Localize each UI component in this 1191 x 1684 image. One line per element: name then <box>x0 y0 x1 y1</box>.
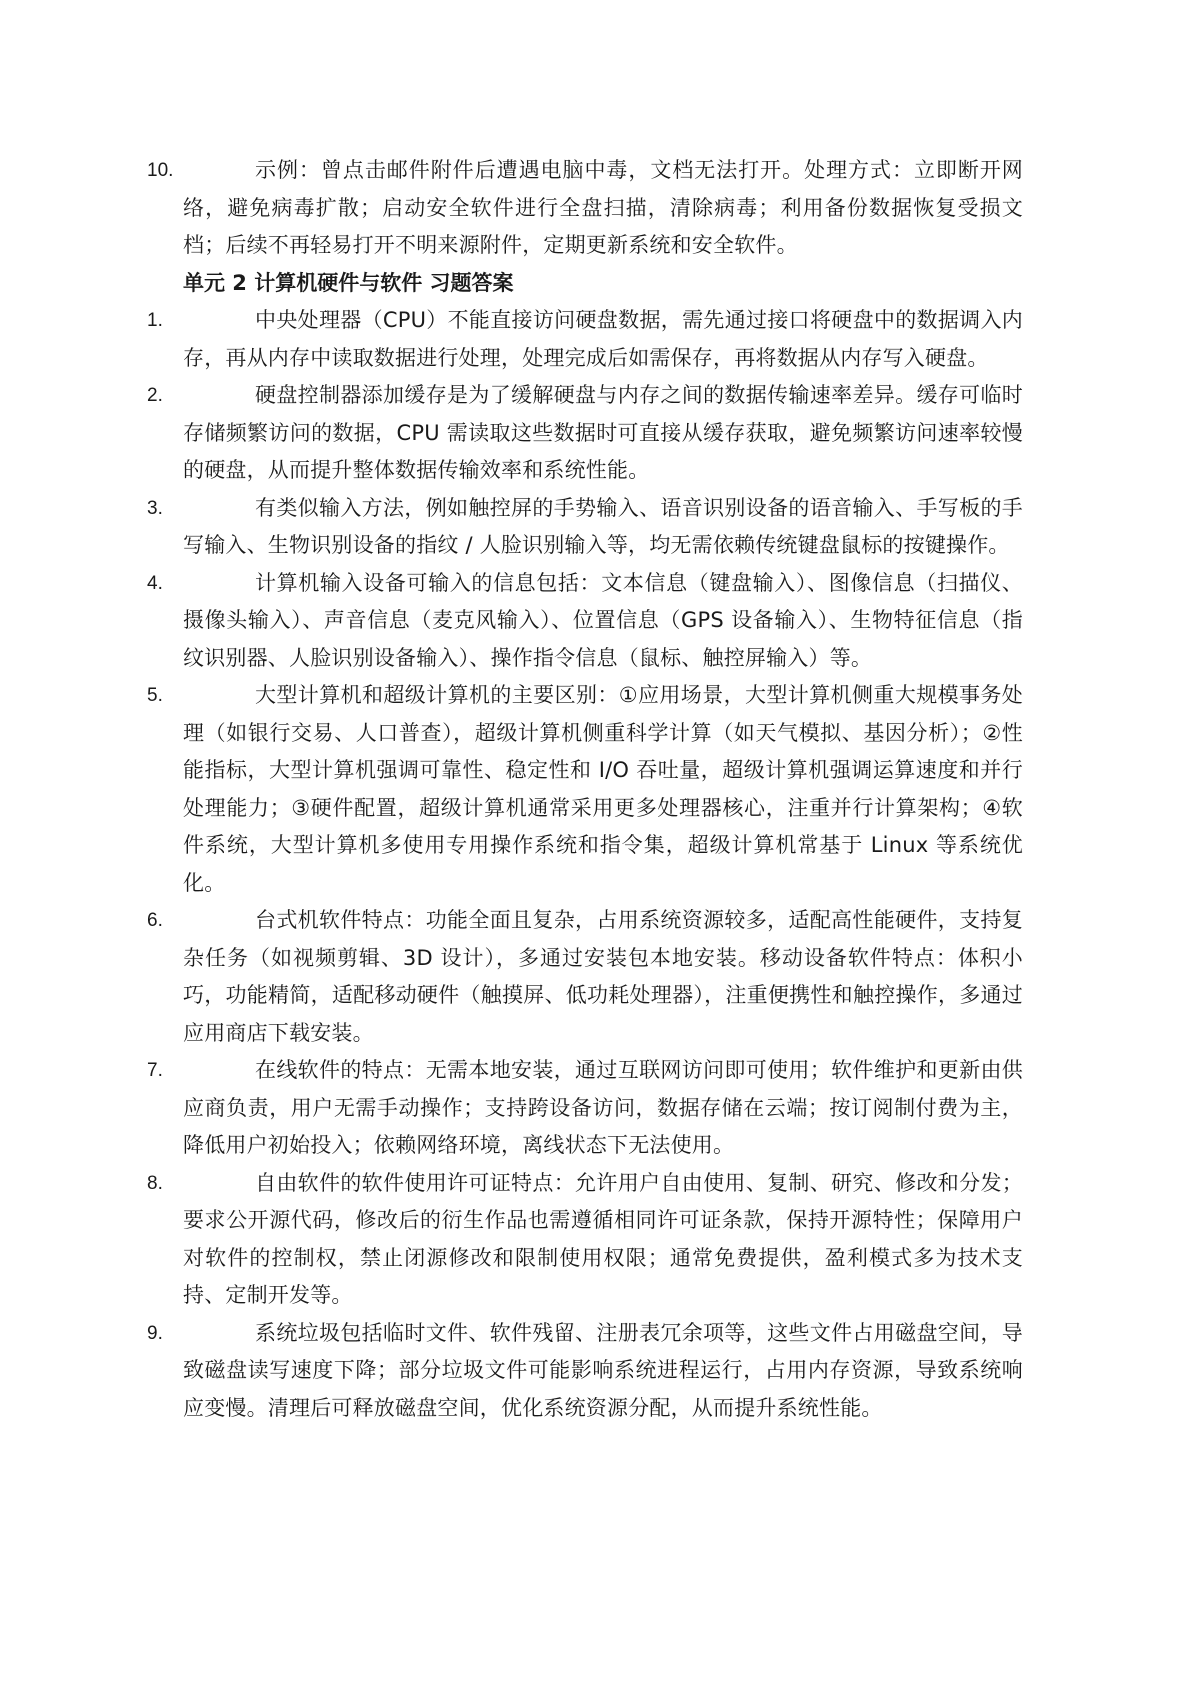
item-number: 4. <box>147 572 163 594</box>
item-number: 9. <box>147 1322 163 1344</box>
answer-item-10 <box>147 152 1023 265</box>
item-text: 自由软件的软件使用许可证特点：允许用户自由使用、复制、研究、修改和分发；要求公开源代码，修改后的衍生作品也需遵循相同许可证条款，保持开源特性；保障用户对软件的控制权，禁止闭源修改和限制使用权限；通常免费提供，盈利模式多为技术支持、定制开发等。 <box>183 1170 1023 1307</box>
item-text: 在线软件的特点：无需本地安装，通过互联网访问即可使用；软件维护和更新由供应商负责，用户无需手动操作；支持跨设备访问，数据存储在云端；按订阅制付费为主，降低用户初始投入；依赖网络环境，离线状态下无法使用。 <box>183 1058 1023 1157</box>
item-number: 7. <box>147 1060 163 1081</box>
item-number: 1. <box>147 310 163 331</box>
answer-item-7 <box>147 1052 1023 1165</box>
answer-item-9 <box>147 1315 1023 1428</box>
document-body <box>147 152 1023 1427</box>
item-text: 硬盘控制器添加缓存是为了缓解硬盘与内存之间的数据传输速率差异。缓存可临时存储频繁访问的数据，CPU 需读取这些数据时可直接从缓存获取，避免频繁访问速率较慢的硬盘，从而提升整体数据传输效率和系统性能。 <box>183 383 1023 482</box>
item-number: 6. <box>147 910 163 931</box>
item-text: 计算机输入设备可输入的信息包括：文本信息（键盘输入）、图像信息（扫描仪、摄像头输入）、声音信息（麦克风输入）、位置信息（GPS 设备输入）、生物特征信息（指纹识别器、人脸识别设备输入）、操作指令信息（鼠标、触控屏输入）等。 <box>183 570 1023 670</box>
answer-item-4 <box>147 565 1023 678</box>
section-heading: 单元 2 计算机硬件与软件 习题答案 <box>183 270 514 295</box>
answer-item-1 <box>147 302 1023 377</box>
answer-item-2 <box>147 377 1023 490</box>
item-number: 8. <box>147 1172 163 1194</box>
item-text: 台式机软件特点：功能全面且复杂，占用系统资源较多，适配高性能硬件，支持复杂任务（如视频剪辑、3D 设计），多通过安装包本地安装。移动设备软件特点：体积小巧，功能精简，适配移动硬件（触摸屏、低功耗处理器），注重便携性和触控操作，多通过应用商店下载安装。 <box>183 908 1023 1045</box>
item-number: 5. <box>147 685 163 706</box>
answer-item-3 <box>147 490 1023 565</box>
item-text: 系统垃圾包括临时文件、软件残留、注册表冗余项等，这些文件占用磁盘空间，导致磁盘读写速度下降；部分垃圾文件可能影响系统进程运行，占用内存资源，导致系统响应变慢。清理后可释放磁盘空间，优化系统资源分配，从而提升系统性能。 <box>183 1320 1023 1420</box>
answer-item-8 <box>147 1165 1023 1315</box>
item-text: 大型计算机和超级计算机的主要区别：①应用场景，大型计算机侧重大规模事务处理（如银行交易、人口普查），超级计算机侧重科学计算（如天气模拟、基因分析）；②性能指标，大型计算机强调可靠性、稳定性和 I/O 吞吐量，超级计算机强调运算速度和并行处理能力；③硬件配置，超级计算机通常采用更多处理器核心，注重并行计算架构；④软件系统，大型计算机多使用专用操作系统和指令集，超级计算机常基于 Linux 等系统优化。 <box>183 683 1023 895</box>
item-number: 10. <box>147 160 174 181</box>
item-text: 示例：曾点击邮件附件后遭遇电脑中毒，文档无法打开。处理方式：立即断开网络，避免病毒扩散；启动安全软件进行全盘扫描，清除病毒；利用备份数据恢复受损文档；后续不再轻易打开不明来源附件，定期更新系统和安全软件。 <box>183 158 1023 257</box>
item-text: 中央处理器（CPU）不能直接访问硬盘数据，需先通过接口将硬盘中的数据调入内存，再从内存中读取数据进行处理，处理完成后如需保存，再将数据从内存写入硬盘。 <box>183 308 1023 370</box>
item-number: 2. <box>147 385 163 406</box>
answer-item-5 <box>147 677 1023 902</box>
answer-item-6 <box>147 902 1023 1052</box>
item-text: 有类似输入方法，例如触控屏的手势输入、语音识别设备的语音输入、手写板的手写输入、生物识别设备的指纹 / 人脸识别输入等，均无需依赖传统键盘鼠标的按键操作。 <box>183 495 1023 557</box>
item-number: 3. <box>147 497 163 519</box>
